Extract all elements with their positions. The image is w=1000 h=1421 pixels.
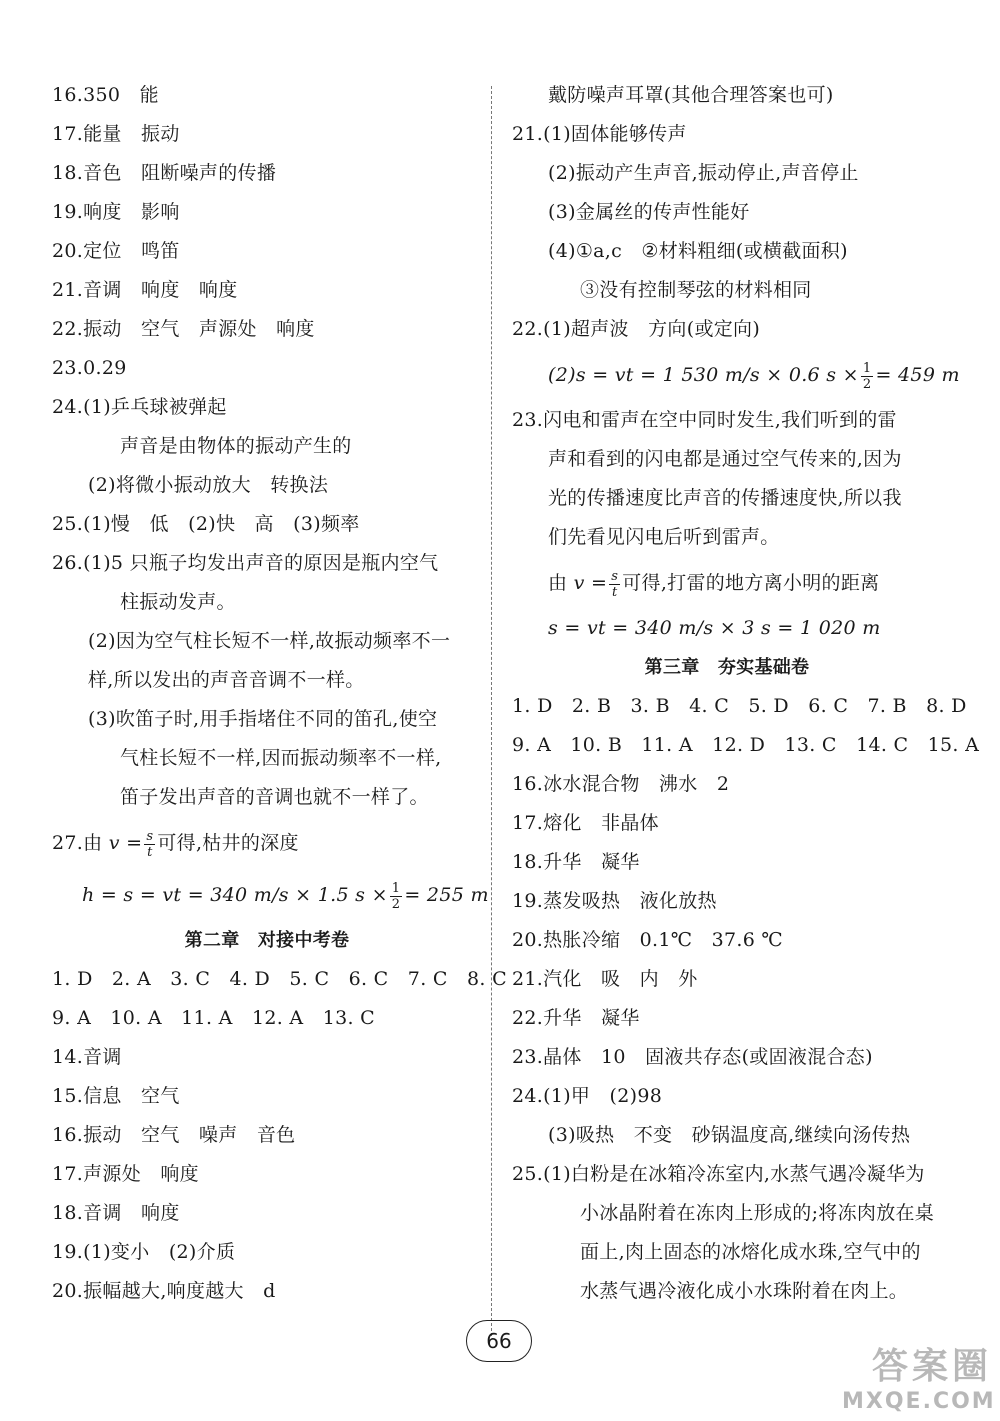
formula-line: s = vt = 340 m/s × 3 s = 1 020 m xyxy=(548,617,881,639)
fraction xyxy=(609,570,620,599)
answer-line: 20.热胀冷缩 0.1℃ 37.6 ℃ xyxy=(512,929,783,951)
answer-line: 17.能量 振动 xyxy=(52,123,180,145)
fraction-denominator: t xyxy=(147,844,153,860)
answer-line: 18.音色 阻断噪声的传播 xyxy=(52,162,277,184)
answer-line: 16.350 能 xyxy=(52,84,159,106)
answer-line: 17.熔化 非晶体 xyxy=(512,812,659,834)
answer-line: (3)吸热 不变 砂锅温度高,继续向汤传热 xyxy=(548,1124,911,1146)
section-heading: 第三章 夯实基础卷 xyxy=(644,657,810,678)
equation: = 255 m xyxy=(404,884,489,906)
answer-line: 19.蒸发吸热 液化放热 xyxy=(512,890,717,912)
watermark xyxy=(842,1345,996,1415)
answer-line: 样,所以发出的声音音调不一样。 xyxy=(88,669,365,691)
answer-line: 16.振动 空气 噪声 音色 xyxy=(52,1124,296,1146)
answer-line: 14.音调 xyxy=(52,1046,122,1068)
fraction xyxy=(390,882,403,911)
equation: v = xyxy=(108,832,143,854)
answer-line: (4)①a,c ②材料粗细(或横截面积) xyxy=(548,240,848,262)
answer-line: (3)吹笛子时,用手指堵住不同的笛孔,使空 xyxy=(88,708,438,730)
answer-line: 21.汽化 吸 内 外 xyxy=(512,968,698,990)
answer-line: 声和看到的闪电都是通过空气传来的,因为 xyxy=(548,448,902,470)
answer-line: 光的传播速度比声音的传播速度快,所以我 xyxy=(548,487,902,509)
formula-line xyxy=(52,869,489,921)
fraction-numerator: 1 xyxy=(862,360,872,376)
answer-line: (3)金属丝的传声性能好 xyxy=(548,201,750,223)
answer-line: ③没有控制琴弦的材料相同 xyxy=(580,279,812,301)
answer-line: 25.(1)慢 低 (2)快 高 (3)频率 xyxy=(52,513,360,535)
equation: = 459 m xyxy=(875,364,960,386)
answer-line: 22.升华 凝华 xyxy=(512,1007,640,1029)
formula-line xyxy=(52,817,482,869)
answer-line: (2)将微小振动放大 转换法 xyxy=(88,474,329,496)
watermark-logo-text: 答案圈 xyxy=(871,1346,992,1387)
answer-line: 20.定位 鸣笛 xyxy=(52,240,180,262)
answer-line: 23.晶体 10 固液共存态(或固液混合态) xyxy=(512,1046,873,1068)
answer-line: 25.(1)白粉是在冰箱冷冻室内,水蒸气遇冷凝华为 xyxy=(512,1163,925,1185)
answer-line: 水蒸气遇冷液化成小水珠附着在肉上。 xyxy=(580,1280,909,1302)
answer-line: 15.信息 空气 xyxy=(52,1085,180,1107)
answer-line: 22.(1)超声波 方向(或定向) xyxy=(512,318,761,340)
fraction-numerator: s xyxy=(611,568,619,584)
answer-line: 24.(1)甲 (2)98 xyxy=(512,1085,663,1107)
answer-line: (2)因为空气柱长短不一样,故振动频率不一 xyxy=(88,630,451,652)
answer-line: 16.冰水混合物 沸水 2 xyxy=(512,773,730,795)
answer-line: 24.(1)乒乓球被弹起 xyxy=(52,396,227,418)
formula-line xyxy=(512,557,942,609)
fraction-denominator: 2 xyxy=(862,376,872,392)
fraction-denominator: 2 xyxy=(391,896,401,912)
answer-line: 笛子发出声音的音调也就不一样了。 xyxy=(120,786,429,808)
right-column xyxy=(512,76,980,1311)
section-heading: 第二章 对接中考卷 xyxy=(184,930,350,951)
answer-line: 19.(1)变小 (2)介质 xyxy=(52,1241,236,1263)
answer-line: 23.0.29 xyxy=(52,357,127,379)
answer-line: 20.振幅越大,响度越大 d xyxy=(52,1280,276,1302)
answer-line: 柱振动发声。 xyxy=(120,591,236,613)
answer-line: 23.闪电和雷声在空中同时发生,我们听到的雷 xyxy=(512,409,897,431)
answer-line: 9. A 10. B 11. A 12. D 13. C 14. C 15. A xyxy=(512,734,980,756)
answer-line: 小冰晶附着在冻肉上形成的;将冻肉放在桌 xyxy=(580,1202,935,1224)
answer-line: 18.升华 凝华 xyxy=(512,851,640,873)
answer-line: 9. A 10. A 11. A 12. A 13. C xyxy=(52,1007,376,1029)
answer-line: 21.音调 响度 响度 xyxy=(52,279,238,301)
fraction-denominator: t xyxy=(611,584,618,600)
fraction-numerator: 1 xyxy=(391,880,401,896)
answer-line: 戴防噪声耳罩(其他合理答案也可) xyxy=(548,84,834,106)
watermark-url: MXQE.COM xyxy=(842,1389,996,1414)
left-column xyxy=(52,76,507,1311)
answer-line: 们先看见闪电后听到雷声。 xyxy=(548,526,780,548)
formula-line xyxy=(512,349,960,401)
answer-line: (2)振动产生声音,振动停止,声音停止 xyxy=(548,162,859,184)
page-number: 66 xyxy=(466,1320,532,1362)
text: 可得,打雷的地方离小明的距离 xyxy=(622,572,880,594)
answer-line: 面上,肉上固态的冰熔化成水珠,空气中的 xyxy=(580,1241,921,1263)
answer-line: 17.声源处 响度 xyxy=(52,1163,199,1185)
answer-line: 1. D 2. A 3. C 4. D 5. C 6. C 7. C 8. C xyxy=(52,968,507,990)
text: 由 xyxy=(548,572,574,594)
equation: (2)s = vt = 1 530 m/s × 0.6 s × xyxy=(548,364,859,386)
equation: h = s = vt = 340 m/s × 1.5 s × xyxy=(82,884,388,906)
answer-line: 19.响度 影响 xyxy=(52,201,180,223)
answer-line: 21.(1)固体能够传声 xyxy=(512,123,687,145)
answer-line: 气柱长短不一样,因而振动频率不一样, xyxy=(120,747,442,769)
fraction-numerator: s xyxy=(146,828,154,844)
answer-line: 26.(1)5 只瓶子均发出声音的原因是瓶内空气 xyxy=(52,552,439,574)
fraction xyxy=(144,830,155,859)
fraction xyxy=(861,362,874,391)
equation: v = xyxy=(573,572,608,594)
answer-line: 18.音调 响度 xyxy=(52,1202,180,1224)
answer-line: 22.振动 空气 声源处 响度 xyxy=(52,318,315,340)
text: 27.由 xyxy=(52,832,109,854)
answer-line: 声音是由物体的振动产生的 xyxy=(120,435,352,457)
answer-line: 1. D 2. B 3. B 4. C 5. D 6. C 7. B 8. D xyxy=(512,695,967,717)
text: 可得,枯井的深度 xyxy=(157,832,299,854)
column-divider xyxy=(491,86,492,1336)
